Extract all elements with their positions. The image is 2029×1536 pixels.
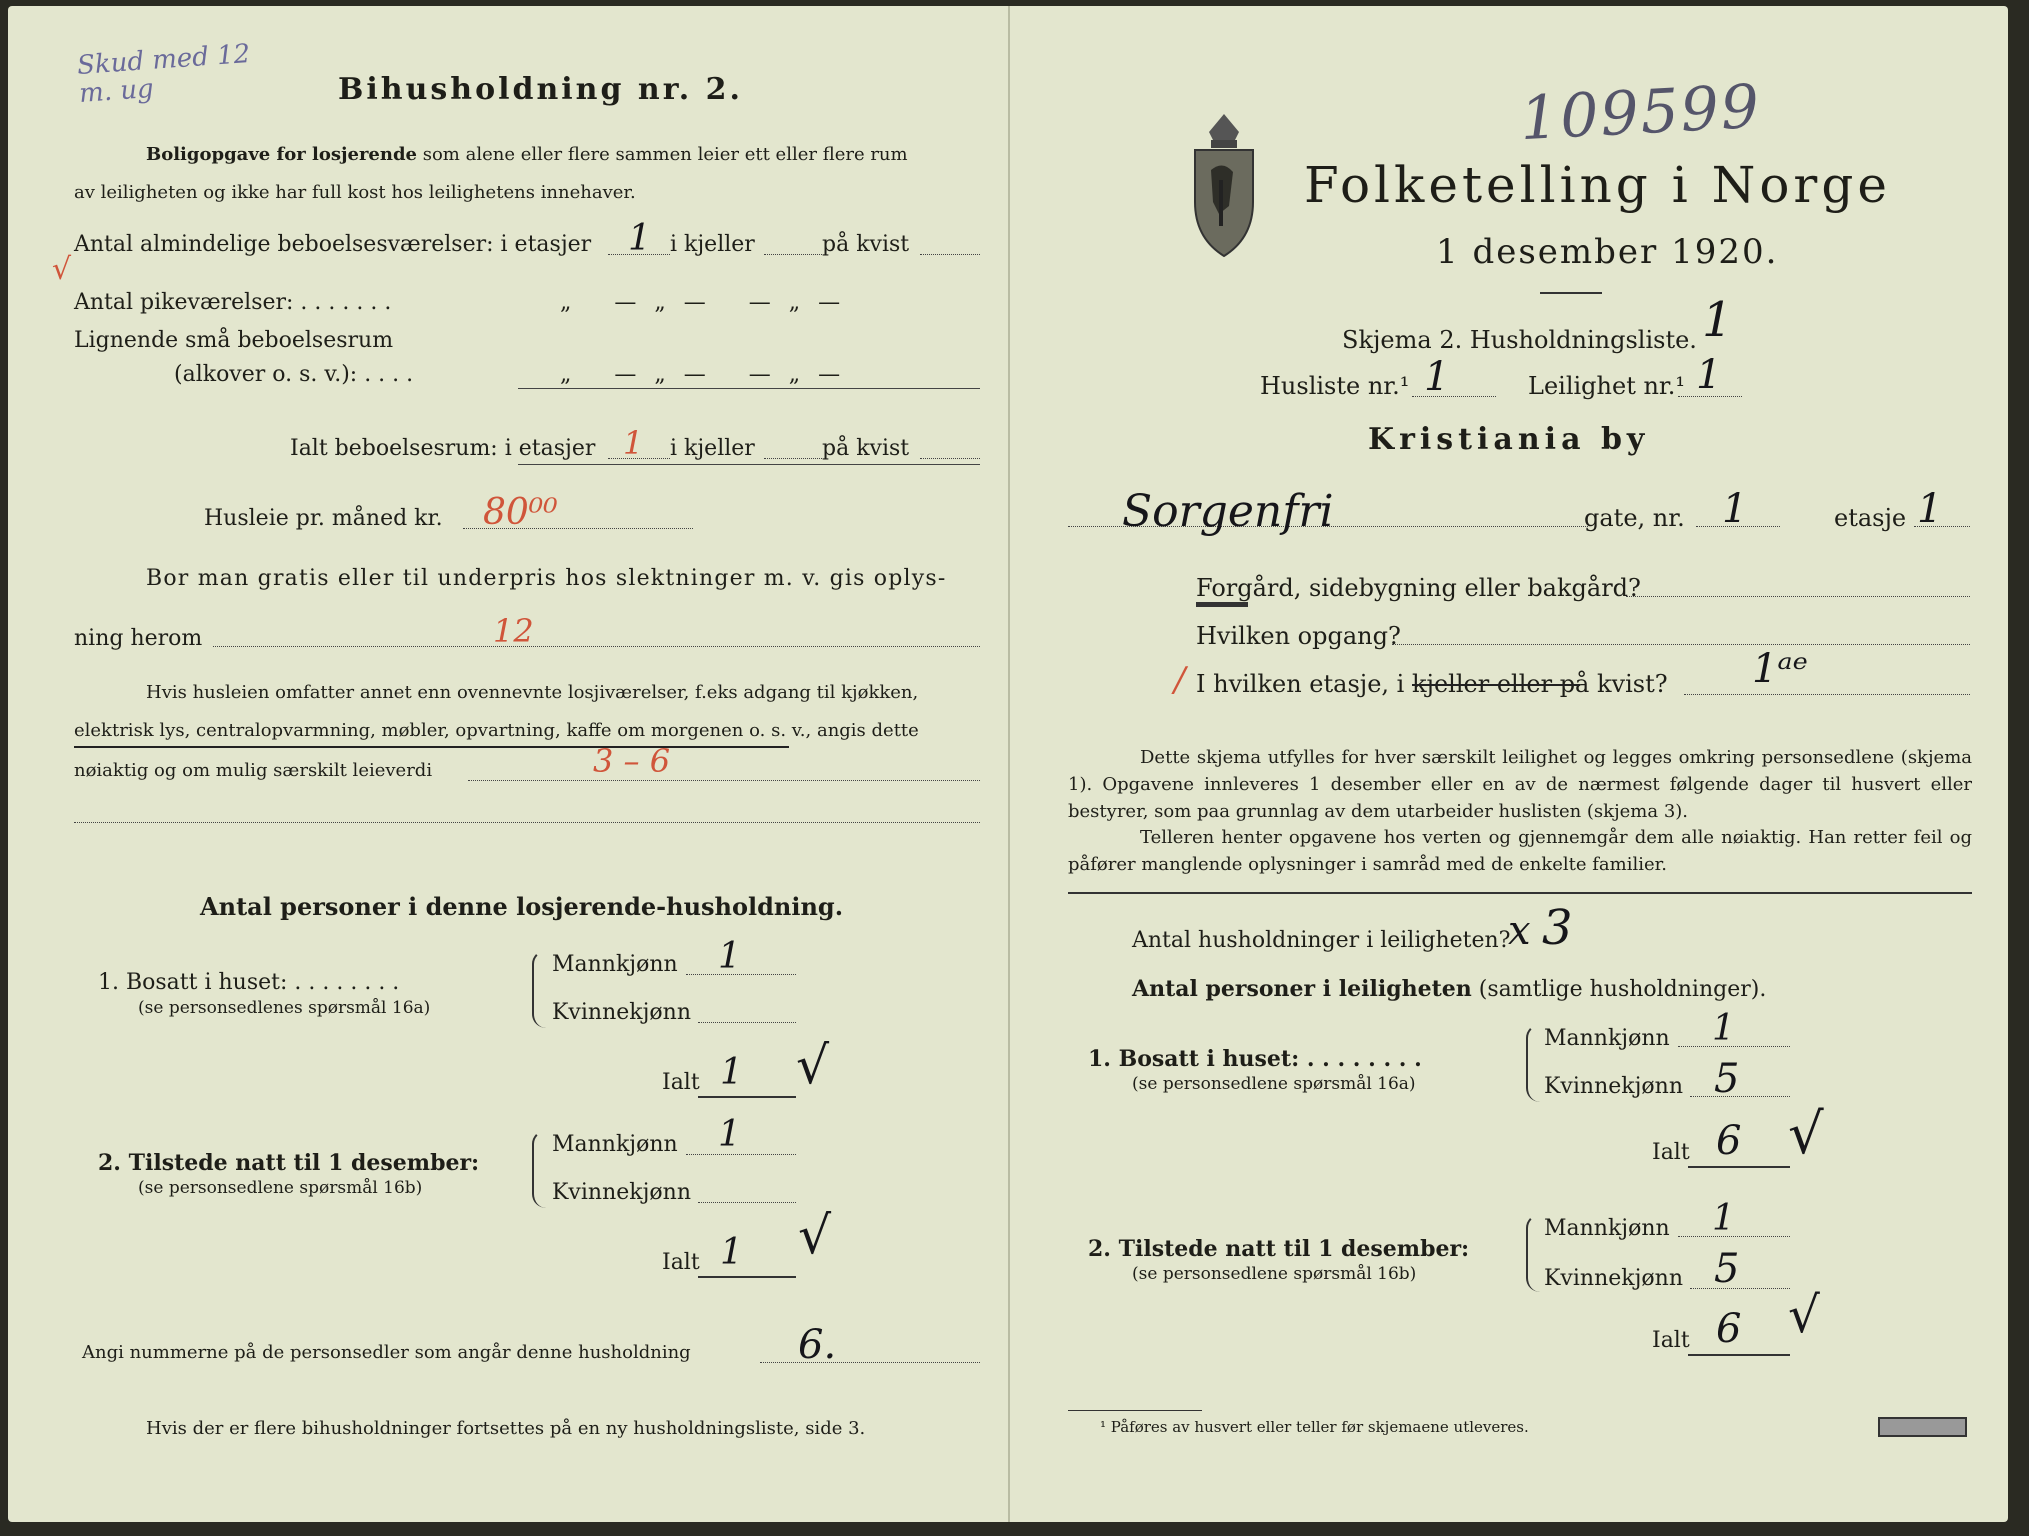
bosatt-ialt-value: 6 bbox=[1716, 1118, 1742, 1164]
angi-value: 6. bbox=[798, 1322, 837, 1368]
hvis-line-2-fill bbox=[74, 822, 980, 823]
tilstede-label: 2. Tilstede natt til 1 desember: bbox=[98, 1150, 480, 1176]
bosatt-mann-label: Mannkjønn bbox=[552, 952, 678, 977]
bosatt-label: 1. Bosatt i huset: . . . . . . . . bbox=[98, 970, 400, 995]
bosatt-kvinne-line bbox=[698, 1022, 796, 1023]
husleie-value: 80⁰⁰ bbox=[483, 492, 558, 533]
gate-label: gate, nr. bbox=[1584, 504, 1685, 532]
angi-text: Angi nummerne på de personsedler som angår denne husholdning bbox=[82, 1342, 691, 1363]
hvilken-etasje-value: 1ᵃᵉ bbox=[1752, 646, 1808, 692]
ialt-kvist-line bbox=[920, 458, 980, 459]
etasje-label: etasje bbox=[1834, 504, 1907, 532]
ialt-kjeller-label: i kjeller bbox=[670, 436, 755, 461]
title-divider bbox=[1540, 292, 1602, 294]
bosatt-sub: (se personsedlene spørsmål 16a) bbox=[1132, 1074, 1416, 1094]
forgard-underline bbox=[1196, 602, 1248, 607]
kjeller-strike bbox=[1412, 684, 1580, 686]
tilstede-mann-value: 1 bbox=[718, 1114, 741, 1155]
ialt-etasjer-value: 1 bbox=[623, 424, 644, 462]
ialt-kvist-label: på kvist bbox=[822, 436, 910, 461]
gratis-line-1: Bor man gratis eller til underpris hos slektninger m. v. gis oplys- bbox=[146, 566, 947, 591]
rooms-kvist-line bbox=[920, 254, 980, 255]
forgard-label: Forgård, sidebygning eller bakgård? bbox=[1196, 574, 1641, 602]
etasje-value: 1 bbox=[1917, 486, 1943, 532]
ialt-rule bbox=[518, 464, 980, 465]
forgard-line bbox=[1626, 596, 1970, 597]
bosatt-kvinne-line bbox=[1690, 1096, 1790, 1097]
angi-line bbox=[760, 1362, 980, 1363]
husliste-label: Husliste nr.¹ bbox=[1260, 372, 1410, 400]
tilstede-kvinne-line bbox=[1690, 1288, 1790, 1289]
persons-title: Antal personer i denne losjerende-husholdning. bbox=[200, 892, 844, 921]
page-title: Bihusholdning nr. 2. bbox=[338, 72, 743, 107]
bosatt-kvinne-label: Kvinnekjønn bbox=[552, 1000, 691, 1025]
skjema-label: Skjema 2. Husholdningsliste. bbox=[1342, 326, 1697, 354]
alkover-ditto: „ —„— —„— bbox=[560, 362, 859, 387]
pike-label: Antal pikeværelser: . . . . . . . bbox=[74, 290, 392, 315]
left-page bbox=[8, 6, 1010, 1522]
lignende-label: Lignende små beboelsesrum bbox=[74, 328, 394, 353]
bosatt-kvinne-label: Kvinnekjønn bbox=[1544, 1074, 1683, 1099]
gratis-line-2: ning herom bbox=[74, 626, 203, 651]
bosatt-ialt-label: Ialt bbox=[1652, 1140, 1690, 1165]
tilstede-ialt-line bbox=[698, 1276, 796, 1278]
instructions-rule bbox=[1068, 892, 1972, 894]
rooms-label: Antal almindelige beboelsesværelser: i etasjer bbox=[74, 232, 592, 257]
city-name: Kristiania by bbox=[1368, 422, 1650, 457]
pike-ditto: „ —„— —„— bbox=[560, 290, 859, 315]
hvis-line-3: nøiaktig og om mulig særskilt leieverdi bbox=[74, 760, 433, 781]
tilstede-label: 2. Tilstede natt til 1 desember: bbox=[1088, 1236, 1470, 1262]
norway-coat-of-arms-icon bbox=[1189, 110, 1259, 260]
alkover-label: (alkover o. s. v.): . . . . bbox=[174, 362, 414, 387]
ialt-rooms-label: Ialt beboelsesrum: i etasjer bbox=[290, 436, 596, 461]
footnote: ¹ Påføres av husvert eller teller før skjemaene utleveres. bbox=[1100, 1418, 1529, 1436]
bosatt-kvinne-value: 5 bbox=[1714, 1056, 1740, 1102]
husliste-value: 1 bbox=[1424, 354, 1450, 400]
alkover-rule bbox=[518, 388, 980, 389]
bosatt-check: √ bbox=[1788, 1102, 1824, 1167]
bosatt-brace bbox=[1526, 1024, 1542, 1102]
intro-line-2: av leiligheten og ikke har full kost hos leilighetens innehaver. bbox=[74, 182, 636, 203]
instructions-1 bbox=[1068, 744, 1972, 825]
tilstede-mann-line bbox=[686, 1154, 796, 1155]
persons-title bbox=[1132, 976, 1766, 1002]
tilstede-ialt-value: 6 bbox=[1716, 1306, 1742, 1352]
opgang-label: Hvilken opgang? bbox=[1196, 622, 1401, 650]
bosatt-ialt-line bbox=[1688, 1166, 1790, 1168]
leilighet-label: Leilighet nr.¹ bbox=[1528, 372, 1686, 400]
hvis-line bbox=[468, 780, 980, 781]
tilstede-ialt-label: Ialt bbox=[1652, 1328, 1690, 1353]
gratis-value: 12 bbox=[493, 612, 534, 650]
census-form-sheet bbox=[8, 6, 2008, 1522]
bosatt-label: 1. Bosatt i huset: . . . . . . . . bbox=[1088, 1046, 1422, 1072]
tilstede-check: √ bbox=[1788, 1286, 1820, 1344]
skjema-value: 1 bbox=[1702, 292, 1733, 348]
husholdninger-label: Antal husholdninger i leiligheten? bbox=[1132, 928, 1511, 953]
husholdninger-x: x bbox=[1508, 908, 1531, 954]
gratis-line bbox=[213, 646, 980, 647]
stamp-number: 109599 bbox=[1518, 71, 1763, 155]
ialt-kjeller-line bbox=[764, 458, 822, 459]
etasje-tick: / bbox=[1174, 660, 1186, 700]
tilstede-kvinne-label: Kvinnekjønn bbox=[552, 1180, 691, 1205]
intro-rest: som alene eller flere sammen leier ett eller flere rum bbox=[417, 144, 908, 165]
bosatt-ialt-value: 1 bbox=[720, 1052, 743, 1093]
bosatt-brace bbox=[532, 950, 548, 1028]
tilstede-kvinne-line bbox=[698, 1202, 796, 1203]
tilstede-ialt-value: 1 bbox=[720, 1232, 743, 1273]
bosatt-ialt-line bbox=[698, 1096, 796, 1098]
footnote-rule bbox=[1068, 1410, 1202, 1411]
rooms-kjeller-label: i kjeller bbox=[670, 232, 755, 257]
bosatt-check: √ bbox=[796, 1036, 830, 1096]
rooms-kvist-label: på kvist bbox=[822, 232, 910, 257]
bosatt-mann-line bbox=[686, 974, 796, 975]
main-title: Folketelling i Norge bbox=[1304, 156, 1891, 214]
tilstede-kvinne-value: 5 bbox=[1714, 1246, 1740, 1292]
census-date: 1 desember 1920. bbox=[1436, 232, 1779, 272]
check-mark: √ bbox=[52, 252, 72, 287]
bosatt-mann-value: 1 bbox=[718, 936, 741, 977]
tilstede-ialt-label: Ialt bbox=[662, 1250, 700, 1275]
hvis-value: 3 – 6 bbox=[593, 742, 671, 780]
bosatt-ialt-label: Ialt bbox=[662, 1070, 700, 1095]
opgang-line bbox=[1392, 644, 1970, 645]
footer-note: Hvis der er flere bihusholdninger fortsettes på en ny husholdningsliste, side 3. bbox=[146, 1418, 866, 1439]
husleie-label: Husleie pr. måned kr. bbox=[204, 506, 443, 531]
gate-nr-value: 1 bbox=[1722, 486, 1748, 532]
tilstede-sub: (se personsedlene spørsmål 16b) bbox=[138, 1178, 423, 1198]
printer-stamp bbox=[1878, 1417, 1967, 1437]
rooms-etasjer-value: 1 bbox=[628, 218, 651, 259]
hvis-underline bbox=[74, 746, 789, 748]
instructions-1-text: Dette skjema utfylles for hver særskilt leilighet og legges omkring personsedlene (skjema 1). Opgavene innleveres 1 desember eller en av de nærmest følgende dager til husvert eller bestyrer, som paa grunnlag av dem utarbeider huslisten (skjema 3). bbox=[1068, 747, 1972, 822]
tilstede-mann-label: Mannkjønn bbox=[552, 1132, 678, 1157]
hvilken-etasje-line bbox=[1684, 694, 1970, 695]
tilstede-brace bbox=[1526, 1214, 1542, 1292]
intro-line-1 bbox=[146, 144, 908, 165]
persons-title-bold: Antal personer i leiligheten bbox=[1132, 976, 1472, 1002]
bosatt-mann-value: 1 bbox=[1712, 1008, 1735, 1049]
street-value: Sorgenfri bbox=[1122, 486, 1334, 537]
tilstede-mann-label: Mannkjønn bbox=[1544, 1216, 1670, 1241]
right-page bbox=[1012, 6, 2008, 1522]
tilstede-ialt-line bbox=[1688, 1354, 1790, 1356]
leilighet-value: 1 bbox=[1696, 352, 1722, 398]
angi-label bbox=[82, 1342, 691, 1363]
tilstede-brace bbox=[532, 1130, 548, 1208]
persons-title-rest: (samtlige husholdninger). bbox=[1471, 977, 1767, 1002]
instructions-2-text: Telleren henter opgavene hos verten og gjennemgår dem alle nøiaktig. Han retter feil og påfører manglende oplysninger i samråd med de enkelte familier. bbox=[1068, 827, 1972, 875]
husholdninger-value: 3 bbox=[1542, 900, 1573, 956]
bosatt-sub: (se personsedlenes spørsmål 16a) bbox=[138, 998, 431, 1018]
tilstede-sub: (se personsedlene spørsmål 16b) bbox=[1132, 1264, 1417, 1284]
tilstede-kvinne-label: Kvinnekjønn bbox=[1544, 1266, 1683, 1291]
hvilken-etasje-label: I hvilken etasje, i kjeller eller på kvist? bbox=[1196, 670, 1668, 698]
tilstede-check: √ bbox=[798, 1206, 832, 1266]
rooms-kjeller-line bbox=[764, 254, 822, 255]
hvis-line-1: Hvis husleien omfatter annet enn ovennevnte losjiværelser, f.eks adgang til kjøkken, bbox=[146, 682, 919, 703]
margin-note: Skud med 12 m. ug bbox=[76, 39, 252, 109]
tilstede-mann-value: 1 bbox=[1712, 1198, 1735, 1239]
bosatt-mann-label: Mannkjønn bbox=[1544, 1026, 1670, 1051]
hvis-line-2: elektrisk lys, centralopvarmning, møbler, opvartning, kaffe om morgenen o. s. v., angis dette bbox=[74, 720, 919, 741]
intro-bold: Boligopgave for losjerende bbox=[146, 144, 418, 165]
instructions-2 bbox=[1068, 824, 1972, 878]
